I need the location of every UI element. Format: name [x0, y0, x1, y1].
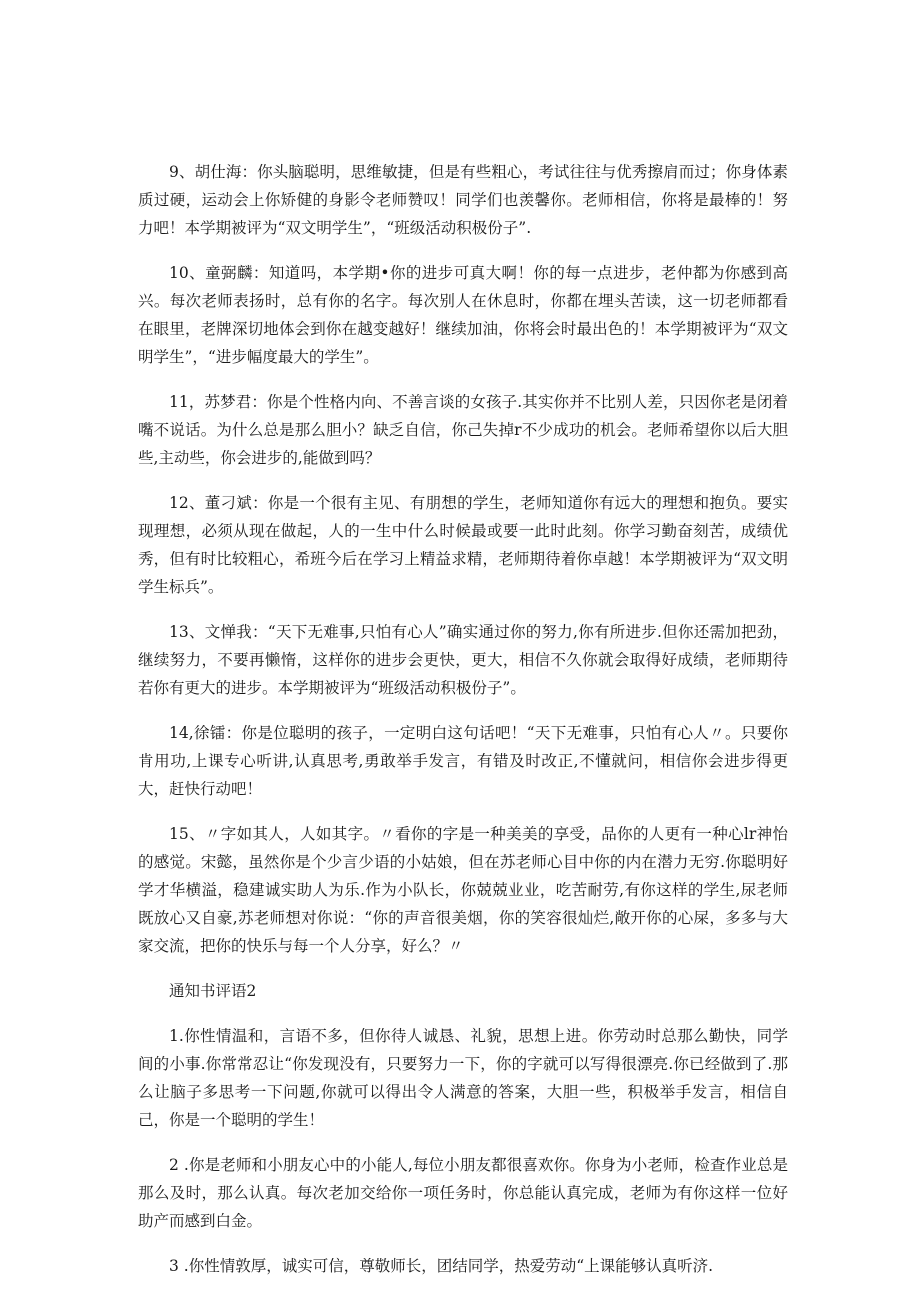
document-page	[138, 158, 788, 1297]
comment-paragraph-14: 14,徐镭：你是位聪明的孩子，一定明白这句话吧！“天下无难事，只怕有心人〃。只要你肯用功,上课专心听讲,认真思考,勇敢举手发言，有错及时改正,不懂就问，相信你会进步得更大，赶快行动吧！	[138, 724, 788, 798]
comment-paragraph-2-2: 2 .你是老师和小朋友心中的小能人,每位小朋友都很喜欢你。你身为小老师，检查作业总是那么及时，那么认真。每次老加交给你一项任务时，你总能认真完成，老师为有你这样一位好助产而感到白金。	[138, 1156, 788, 1230]
comment-paragraph-9: 9、胡仕海：你头脑聪明，思维敏捷，但是有些粗心，考试往往与优秀擦肩而过；你身体素质过硬，运动会上你矫健的身影令老师赞叹！同学们也羡馨你。老师相信，你将是最棒的！努力吧！本学期被评为“双文明学生”，“班级活动积极份子”.	[138, 163, 788, 237]
comment-paragraph-10: 10、童弼麟：知道吗，本学期•你的进步可真大啊！你的每一点进步，老仲都为你感到高兴。每次老师表扬时，总有你的名字。每次别人在休息时，你都在埋头苦读，这一切老师都看在眼里，老牌深切地体会到你在越变越好！继续加油，你将会时最出色的！本学期被评为“双文明学生”，“进步幅度最大的学生”。	[138, 264, 788, 366]
comment-paragraph-11: 11，苏梦君：你是个性格内向、不善言谈的女孩子.其实你并不比别人差，只因你老是闭着嘴不说话。为什么总是那么胆小？缺乏自信，你己失掉r不少成功的机会。老师希望你以后大胆些,主动些，你会进步的,能做到吗？	[138, 393, 788, 467]
comment-paragraph-2-3: 3 .你性情敦厚，诚实可信，尊敬师长，团结同学，热爱劳动“上课能够认真听济.	[169, 1257, 714, 1275]
comment-paragraph-13: 13、文惮我：“天下无难事,只怕有心人”确实通过你的努力,你有所进步.但你还需加把劲，继续努力，不要再懒惰，这样你的进步会更快，更大，相信不久你就会取得好成绩，老师期待若你有更大的进步。本学期被评为“班级活动积极份子”。	[138, 623, 788, 697]
section-heading: 通知书评语2	[169, 982, 257, 1000]
comment-paragraph-12: 12、董刁斌：你是一个很有主见、有朋想的学生，老师知道你有远大的理想和抱负。要实现理想，必须从现在做起，人的一生中什么时候最或要一此时此刻。你学习勤奋刻苦，成绩优秀，但有时比较粗心，希班今后在学习上精益求精，老师期待着你卓越！本学期被评为“双文明学生标兵”。	[138, 494, 788, 596]
comment-paragraph-15: 15、〃字如其人，人如其字。〃看你的字是一种美美的享受，品你的人更有一种心lr神怡的感觉。宋懿，虽然你是个少言少语的小姑娘，但在苏老师心目中你的内在潜力无穷.你聪明好学才华横溢，稳建诚实助人为乐.作为小队长，你兢兢业业，吃苦耐劳,有你这样的学生,尿老师既放心又自豪,苏老师想对你说：“你的声音很美烟，你的笑容很灿烂,敞开你的心屎，多多与大家交流，把你的快乐与每一个人分享，好么？〃	[138, 825, 788, 955]
comment-paragraph-2-1: 1.你性情温和，言语不多，但你待人诚恳、礼貌，思想上进。你劳动时总那么勤快，同学间的小事.你常常忍让“你发现没有，只要努力一下，你的字就可以写得很漂亮.你已经做到了.那么让脑子多思考一下问题,你就可以得出令人满意的答案，大胆一些，积极举手发言，相信自己，你是一个聪明的学生！	[138, 1027, 788, 1129]
